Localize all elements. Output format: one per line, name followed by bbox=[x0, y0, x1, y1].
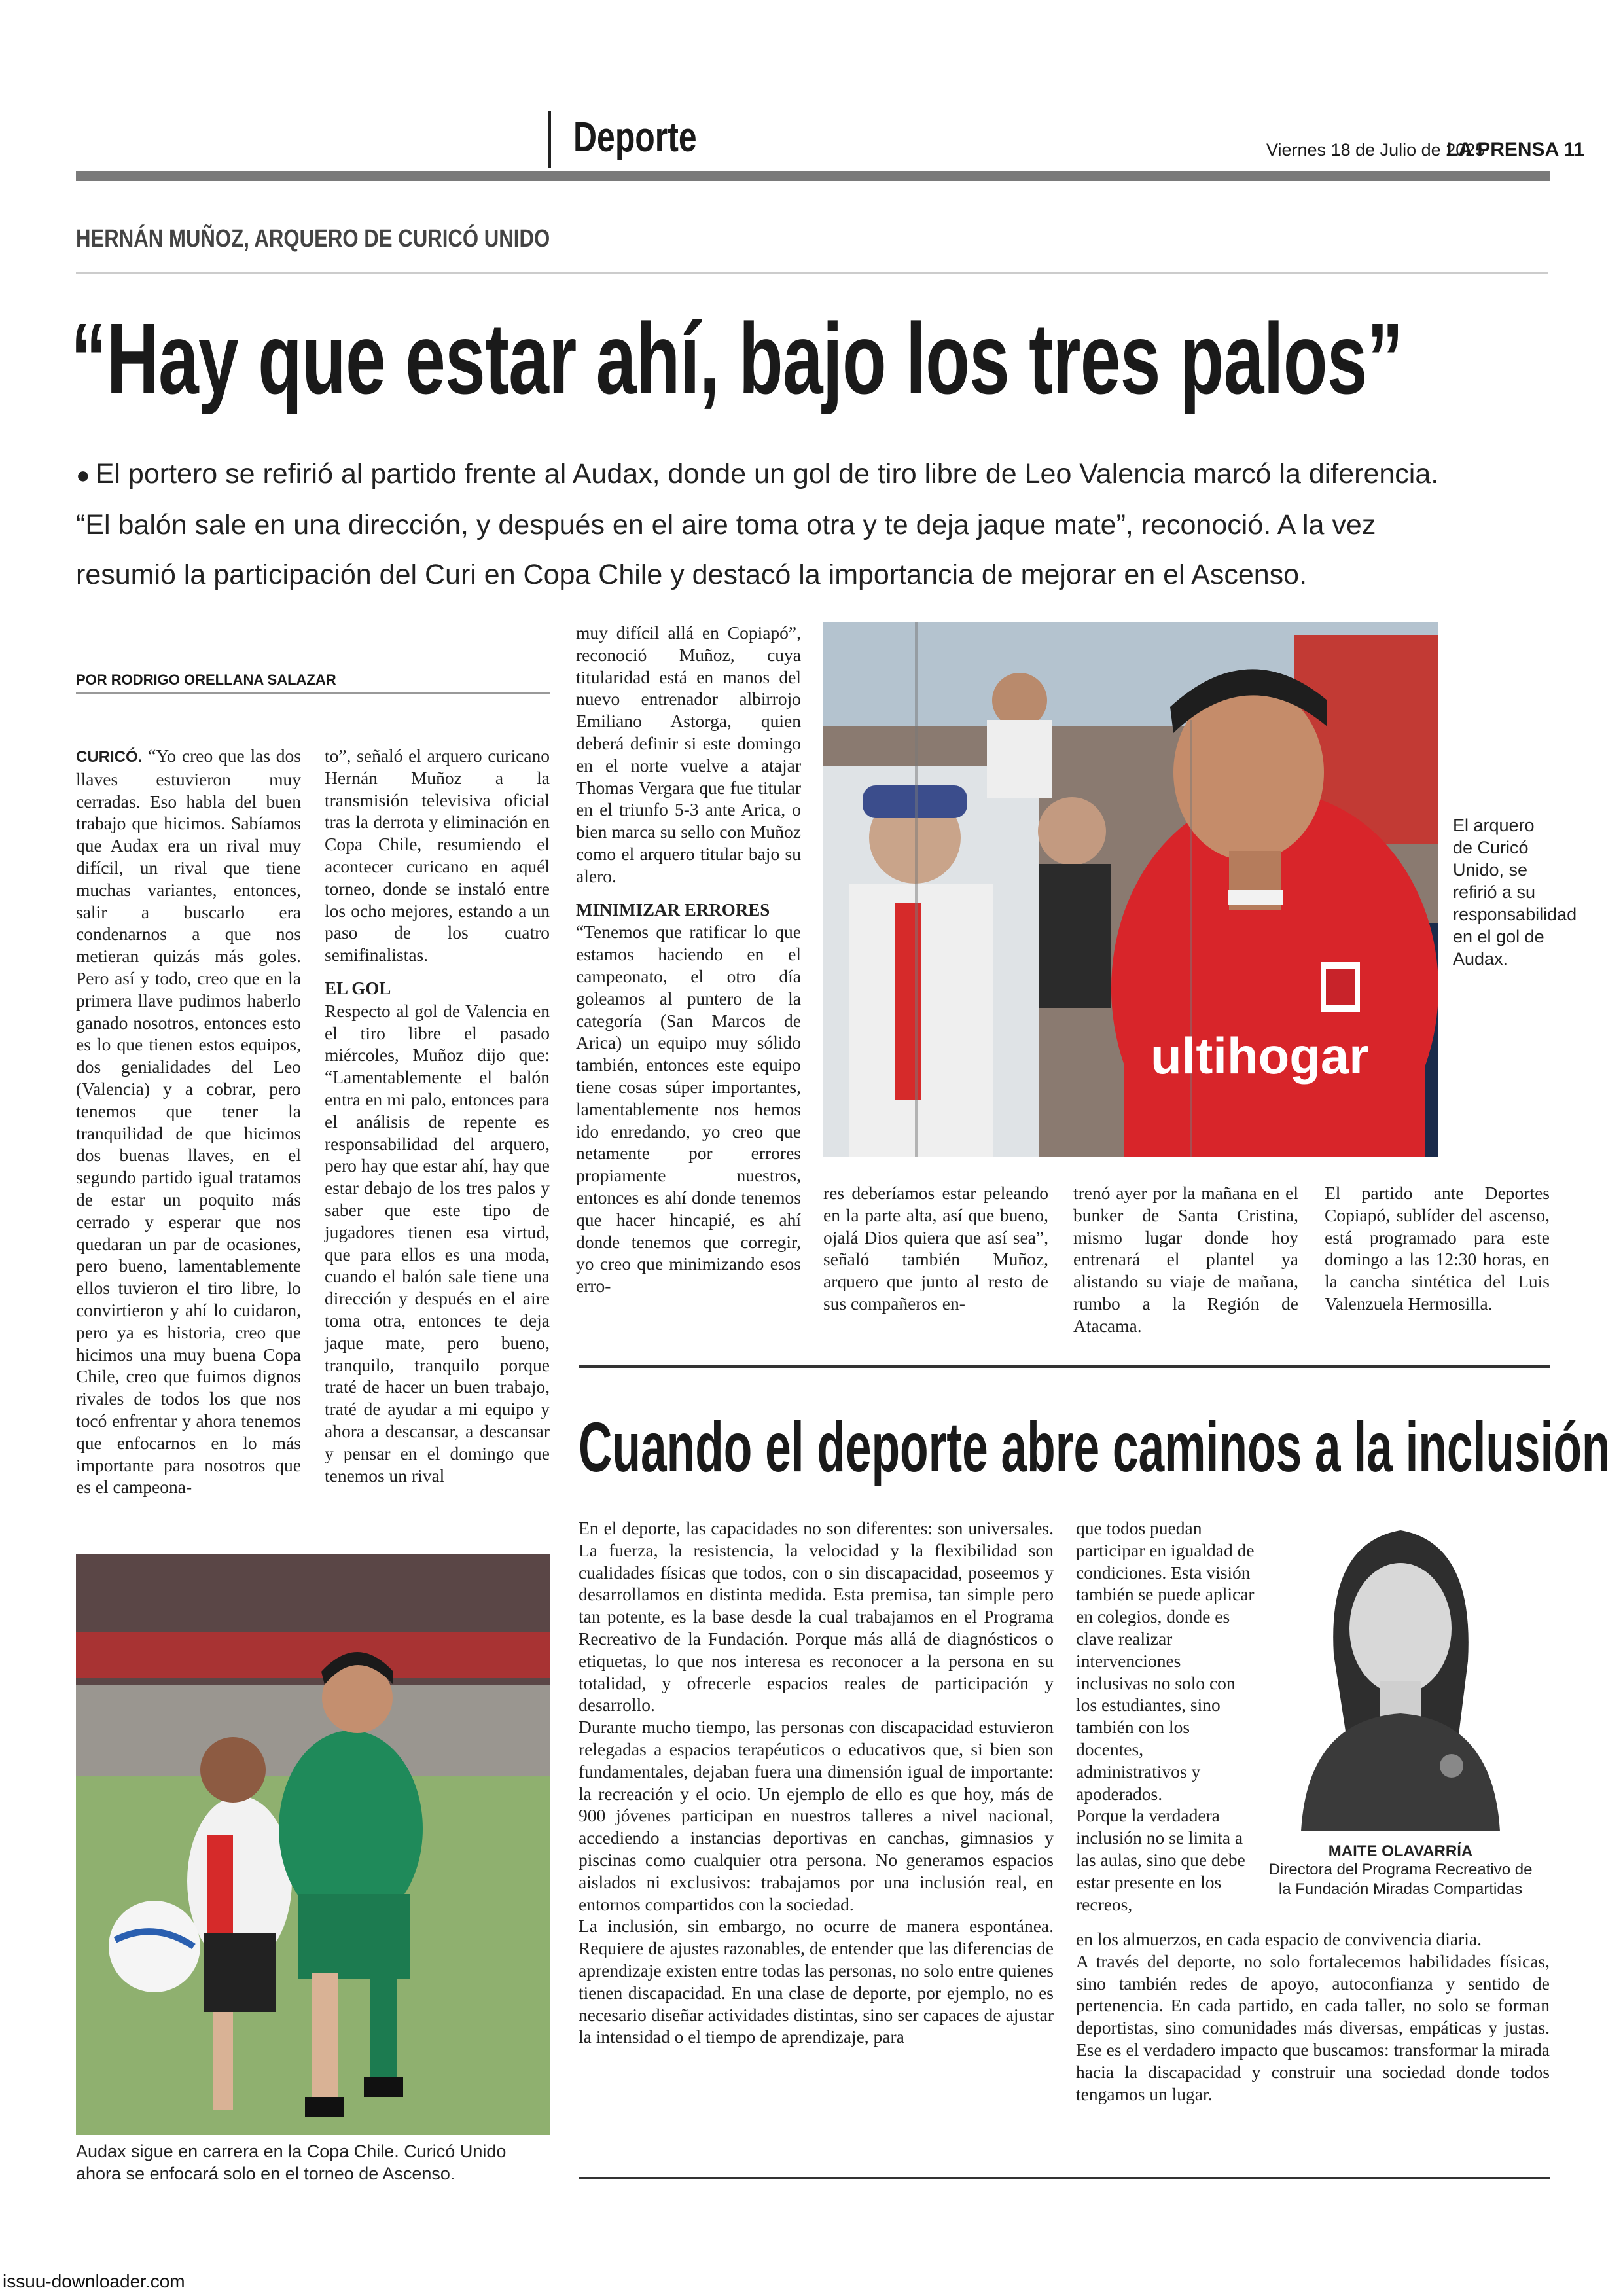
header-rule bbox=[76, 171, 1550, 181]
header-paper-page: LA PRENSA 11 bbox=[1446, 139, 1585, 160]
photo-goalkeeper-illustration bbox=[823, 622, 1438, 1157]
column-text: to”, señaló el arquero curicano Hernán Muñoz a la transmisión televisiva oficial tras la derrota y eliminación en Copa Chile, resumiendo el acontecer curicano en aquél torneo, donde se instaló entre los ocho mejores, estando a un paso de los cuatro semifinalistas. bbox=[325, 745, 550, 965]
photo-match bbox=[76, 1554, 550, 2135]
column-text: res deberíamos estar peleando en la parte alta, así que bueno, ojalá Dios quiera que así sea”, señaló también Muñoz, arquero que junto al resto de sus compañeros en- bbox=[823, 1183, 1048, 1314]
column-text: “Tenemos que ratificar lo que estamos haciendo en el campeonato, el otro día goleamos al puntero de la categoría (San Marcos de Arica) un equipo muy sólido también, entonces este equipo tiene cosas súper importantes, lamentablemente nos hemos ido enredando, yo creo que netamente por errores propiamente nuestros, entonces es ahí donde tenemos que hacer hincapié, es ahí donde tenemos que corregir, yo creo que minimizando esos erro- bbox=[576, 922, 801, 1297]
header-date: Viernes 18 de Julio de 2025 bbox=[1266, 140, 1486, 160]
bottom-rule bbox=[579, 2177, 1550, 2179]
article1-column-4 bbox=[823, 1182, 1048, 1315]
article2-column-2-top bbox=[1076, 1517, 1255, 1915]
article-headline: “Hay que estar ahí, bajo los tres palos” bbox=[71, 302, 1403, 415]
paragraph: La inclusión, sin embargo, no ocurre de manera espontánea. Requiere de ajustes razonables, de entender que las diferencias de aprendizaje existen entre todas las personas, no solo entre quienes tienen discapacidad. En una clase de deporte, por ejemplo, no es necesario diseñar actividades distintas, sino ser capaces de ajustar la intensidad o el tiempo de aprendizaje, para bbox=[579, 1916, 1054, 2047]
article1-column-1 bbox=[76, 745, 301, 1498]
photo-match-illustration bbox=[76, 1554, 550, 2135]
author-name: MAITE OLAVARRÍA bbox=[1328, 1842, 1473, 1860]
section-rule bbox=[579, 1365, 1550, 1368]
bullet-icon: ● bbox=[76, 461, 90, 488]
subhead-el-gol: EL GOL bbox=[325, 978, 391, 998]
paragraph: Durante mucho tiempo, las personas con discapacidad estuvieron relegadas a espacios terapéuticos o educativos que, si bien son fundamentales, dejaban fuera una dimensión igual de importante: la recreación y el ocio. Un ejemplo de ello es que hoy, más de 900 jóvenes participan en nuestros talleres a nivel nacional, accediendo a instancias deportivas en canchas, gimnasios y piscinas como cualquier otra persona. No generamos espacios aislados ni exclusivos: trabajamos por una inclusión real, en entornos compartidos con la sociedad. bbox=[579, 1717, 1054, 1914]
paragraph: en los almuerzos, en cada espacio de convivencia diaria. bbox=[1076, 1929, 1482, 1949]
article2-column-2-bottom bbox=[1076, 1928, 1550, 2105]
column-text: “Yo creo que las dos llaves estuvieron muy cerradas. Eso habla del buen trabajo que hicimos. Sabíamos que Audax era un rival muy difícil, un rival que tiene muchas variantes, entonces, salir a buscarlo era condenarnos a que nos metieran quizás más goles. Pero así y todo, creo que en la primera llave pudimos haberlo ganado nosotros, entonces esto es lo que tienen estos equipos, dos genialidades del Leo (Valencia) y a cobrar, pero tenemos que tener la tranquilidad de que hicimos dos buenas llaves, en el segundo partido igual tratamos de estar un poquito más cerrado y esperar que nos quedaran un par de ocasiones, pero bueno, lamentablemente ellos tuvieron el tiro libre, lo convirtieron y ahí lo cuidaron, pero ya es historia, creo que hicimos una muy buena Copa Chile, creo que fuimos dignos rivales de todos los que nos tocó enfrentar y ahora tenemos que enfocarnos en lo más importante para nosotros que es el campeona- bbox=[76, 745, 301, 1498]
paragraph: que todos puedan participar en igualdad de condiciones. Esta visión también se puede aplicar en colegios, donde es clave realizar intervenciones inclusivas no solo con los estudiantes, sino también con los docentes, administrativos y apoderados. bbox=[1076, 1518, 1255, 1804]
article-kicker: HERNÁN MUÑOZ, ARQUERO DE CURICÓ UNIDO bbox=[76, 225, 550, 253]
byline: POR RODRIGO ORELLANA SALAZAR bbox=[76, 672, 336, 688]
lead-line-3: resumió la participación del Curi en Copa Chile y destacó la importancia de mejorar en el Ascenso. bbox=[76, 559, 1308, 590]
jersey-sponsor: ultihogar bbox=[1150, 1027, 1369, 1085]
paragraph: Porque la verdadera inclusión no se limita a las aulas, sino que debe estar presente en los recreos, bbox=[1076, 1805, 1245, 1914]
author-portrait-illustration bbox=[1288, 1504, 1513, 1831]
column-text: Respecto al gol de Valencia en el tiro libre el pasado miércoles, Muñoz dijo que: “Lamentablemente el balón entra en mi palo, entonces para el análisis de repente es responsabilidad del arquero, pero hay que estar ahí, hay que estar debajo de los tres palos y saber que este tipo de jugadores tienen esa virtud, que para ellos es una moda, cuando el balón sale tiene una dirección y después en el aire toma otra, entonces te deja jaque mate, pero bueno, tranquilo, tranquilo porque traté de hacer un buen trabajo, traté de ayudar a mi equipo y ahora a descansar, a descansar y pensar en el domingo que tenemos un rival bbox=[325, 1000, 550, 1486]
column-text: muy difícil allá en Copiapó”, reconoció Muñoz, cuya titularidad está en manos del nuevo entrenador albirrojo Emiliano Astorga, quien deberá definir si este domingo en el norte vuelve a atajar Thomas Vergara que fue titular en el triunfo 5-3 ante Arica, o bien marca su sello con Muñoz como el arquero titular bajo su alero. bbox=[576, 622, 801, 886]
section-divider bbox=[548, 111, 551, 168]
article1-column-6 bbox=[1325, 1182, 1550, 1315]
subhead-minimizar-errores: MINIMIZAR ERRORES bbox=[576, 899, 770, 920]
article1-column-5 bbox=[1073, 1182, 1298, 1337]
column-text: El partido ante Deportes Copiapó, sublíder del ascenso, está programado para este domingo a las 12:30 horas, en la cancha sintética del Luis Valenzuela Hermosilla. bbox=[1325, 1183, 1550, 1314]
article2-column-1 bbox=[579, 1517, 1054, 2048]
photo-goalkeeper bbox=[823, 622, 1438, 1157]
author-role: Directora del Programa Recreativo de la Fundación Miradas Compartidas bbox=[1268, 1861, 1533, 1898]
dateline: CURICÓ. bbox=[76, 748, 143, 766]
paragraph: En el deporte, las capacidades no son diferentes: son universales. La fuerza, la resistencia, la velocidad y la flexibilidad son cualidades físicas que todos, con o sin discapacidad, poseemos y desarrollamos en distinta medida. Esta premisa, tan simple pero tan potente, es la base desde la cual trabajamos en el Programa Recreativo de la Fundación. Porque más allá de diagnósticos o etiquetas, lo que nos interesa es reconocer a la persona en su totalidad, y ofrecerle espacios reales de participación y desarrollo. bbox=[579, 1518, 1054, 1715]
lead-line-2: “El balón sale en una dirección, y después en el aire toma otra y te deja jaque mate”, reconoció. A la vez bbox=[76, 509, 1376, 541]
kicker-rule bbox=[76, 272, 1548, 274]
article1-column-3 bbox=[576, 622, 801, 1297]
section-title: Deporte bbox=[573, 113, 697, 160]
photo-match-caption: Audax sigue en carrera en la Copa Chile. Curicó Unido ahora se enfocará solo en el torneo de Ascenso. bbox=[76, 2142, 507, 2183]
photo-goalkeeper-caption: El arquero de Curicó Unido, se refirió a su responsabilidad en el gol de Audax. bbox=[1453, 816, 1577, 969]
article2-headline: Cuando el deporte abre caminos a la inclusión bbox=[579, 1407, 1611, 1486]
byline-rule bbox=[76, 692, 550, 694]
paragraph: A través del deporte, no solo fortalecemos habilidades físicas, sino también redes de apoyo, autoconfianza y sentido de pertenencia. En cada partido, en cada taller, no solo se forman deportistas, sino comunidades más diversas, empáticas y justas. Ese es el verdadero impacto que buscamos: transformar la mirada hacia la discapacidad y construir una sociedad donde todos tengamos un lugar. bbox=[1076, 1950, 1550, 2104]
lead-line-1: El portero se refirió al partido frente al Audax, donde un gol de tiro libre de Leo Valencia marcó la diferencia. bbox=[95, 458, 1439, 490]
author-portrait bbox=[1288, 1504, 1513, 1831]
article-lead bbox=[76, 449, 1555, 600]
article1-column-2 bbox=[325, 745, 550, 1486]
column-text: trenó ayer por la mañana en el bunker de Santa Cristina, mismo lugar donde hoy entrenará el plantel ya alistando su viaje de mañana, rumbo a la Región de Atacama. bbox=[1073, 1183, 1298, 1336]
watermark: issuu-downloader.com bbox=[3, 2271, 185, 2291]
